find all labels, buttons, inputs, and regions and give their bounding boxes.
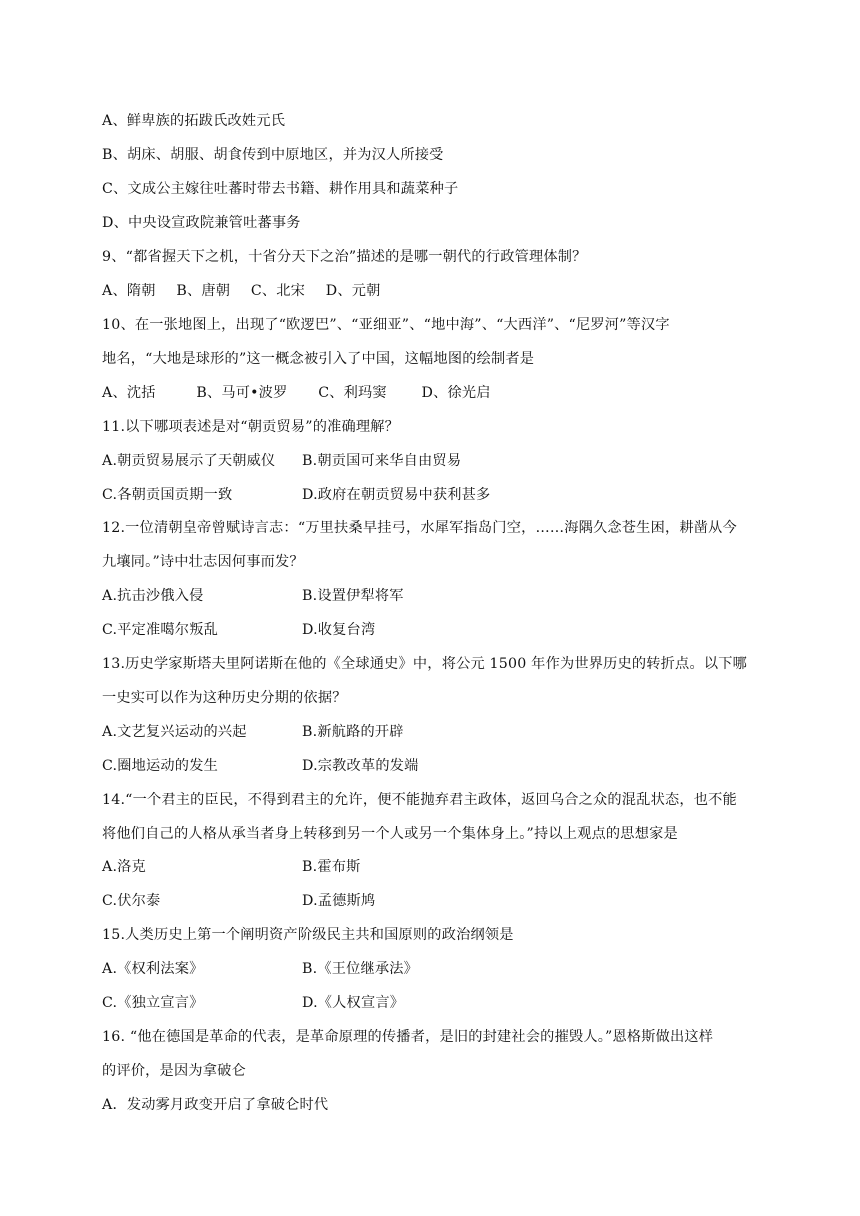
q12-stem-line2: 九壤同。”诗中壮志因何事而发？ — [102, 554, 304, 570]
q8-option-c: C、文成公主嫁往吐蕃时带去书籍、耕作用具和蔬菜种子 — [102, 181, 459, 197]
q13-stem-line2: 一史实可以作为这种历史分期的依据？ — [102, 690, 347, 706]
q14-option-a: A.洛克 — [102, 859, 146, 875]
q14-option-d: D.孟德斯鸠 — [302, 893, 376, 909]
q11-stem: 11.以下哪项表述是对“朝贡贸易”的准确理解？ — [102, 419, 400, 435]
q16-stem-line2: 的评价，是因为拿破仑 — [102, 1063, 246, 1079]
q10-option-d: D、徐光启 — [421, 385, 491, 401]
q13-option-b: B.新航路的开辟 — [302, 724, 404, 740]
q10-option-a: A、沈括 — [102, 385, 156, 401]
q9-stem: 9、“都省握天下之机，十省分天下之治”描述的是哪一朝代的行政管理体制？ — [102, 249, 587, 265]
q10-options — [102, 383, 491, 403]
q11-option-d: D.政府在朝贡贸易中获利甚多 — [302, 487, 491, 503]
q14-option-c: C.伏尔泰 — [102, 893, 161, 909]
q11-option-b: B.朝贡国可来华自由贸易 — [302, 453, 462, 469]
q10-option-b: B、马可•波罗 — [196, 385, 288, 401]
q15-option-c: C.《独立宣言》 — [102, 995, 204, 1011]
q14-stem-line2: 将他们自己的人格从承当者身上转移到另一个人或另一个集体身上。”持以上观点的思想家是 — [102, 826, 678, 842]
q15-stem: 15.人类历史上第一个阐明资产阶级民主共和国原则的政治纲领是 — [102, 927, 514, 943]
q13-stem-line1: 13.历史学家斯塔夫里阿诺斯在他的《全球通史》中，将公元 1500 年作为世界历史的转折点。以下哪 — [102, 656, 747, 672]
q12-stem-line1: 12.一位清朝皇帝曾赋诗言志：“万里扶桑早挂弓，水犀军指岛门空，……海隅久念苍生困，耕凿从今 — [102, 520, 737, 536]
q9-option-d: D、元朝 — [325, 283, 381, 299]
q13-option-a: A.文艺复兴运动的兴起 — [102, 724, 247, 740]
q9-option-c: C、北宋 — [250, 283, 306, 299]
q8-option-d: D、中央设宣政院兼管吐蕃事务 — [102, 215, 301, 231]
q9-option-a: A、隋朝 — [102, 283, 156, 299]
q10-stem-line1: 10、在一张地图上，出现了“欧逻巴”、“亚细亚”、“地中海”、“大西洋”、“尼罗河”等汉字 — [102, 317, 670, 333]
q11-option-c: C.各朝贡国贡期一致 — [102, 487, 233, 503]
q14-stem-line1: 14.“一个君主的臣民，不得到君主的允许，便不能抛弃君主政体，返回乌合之众的混乱状态，也不能 — [102, 792, 737, 808]
q12-option-b: B.设置伊犁将军 — [302, 588, 404, 604]
q8-option-b: B、胡床、胡服、胡食传到中原地区，并为汉人所接受 — [102, 147, 444, 163]
q12-option-a: A.抗击沙俄入侵 — [102, 588, 204, 604]
q14-option-b: B.霍布斯 — [302, 859, 361, 875]
q13-option-d: D.宗教改革的发端 — [302, 758, 419, 774]
q10-option-c: C、利玛窦 — [318, 385, 387, 401]
q9-options — [102, 281, 381, 301]
q13-option-c: C.圈地运动的发生 — [102, 758, 218, 774]
q15-option-b: B.《王位继承法》 — [302, 961, 419, 977]
q15-option-d: D.《人权宣言》 — [302, 995, 405, 1011]
q16-stem-line1: 16. “他在德国是革命的代表，是革命原理的传播者，是旧的封建社会的摧毁人。”恩格斯做出这样 — [102, 1029, 714, 1045]
q12-option-c: C.平定准噶尔叛乱 — [102, 622, 218, 638]
q10-stem-line2: 地名，“大地是球形的”这一概念被引入了中国，这幅地图的绘制者是 — [102, 351, 535, 367]
q12-option-d: D.收复台湾 — [302, 622, 376, 638]
q11-option-a: A.朝贡贸易展示了天朝威仪 — [102, 453, 276, 469]
q16-option-a: A．发动雾月政变开启了拿破仑时代 — [102, 1097, 329, 1113]
q9-option-b: B、唐朝 — [176, 283, 231, 299]
q15-option-a: A.《权利法案》 — [102, 961, 204, 977]
q8-option-a: A、鲜卑族的拓跋氏改姓元氏 — [102, 113, 286, 129]
